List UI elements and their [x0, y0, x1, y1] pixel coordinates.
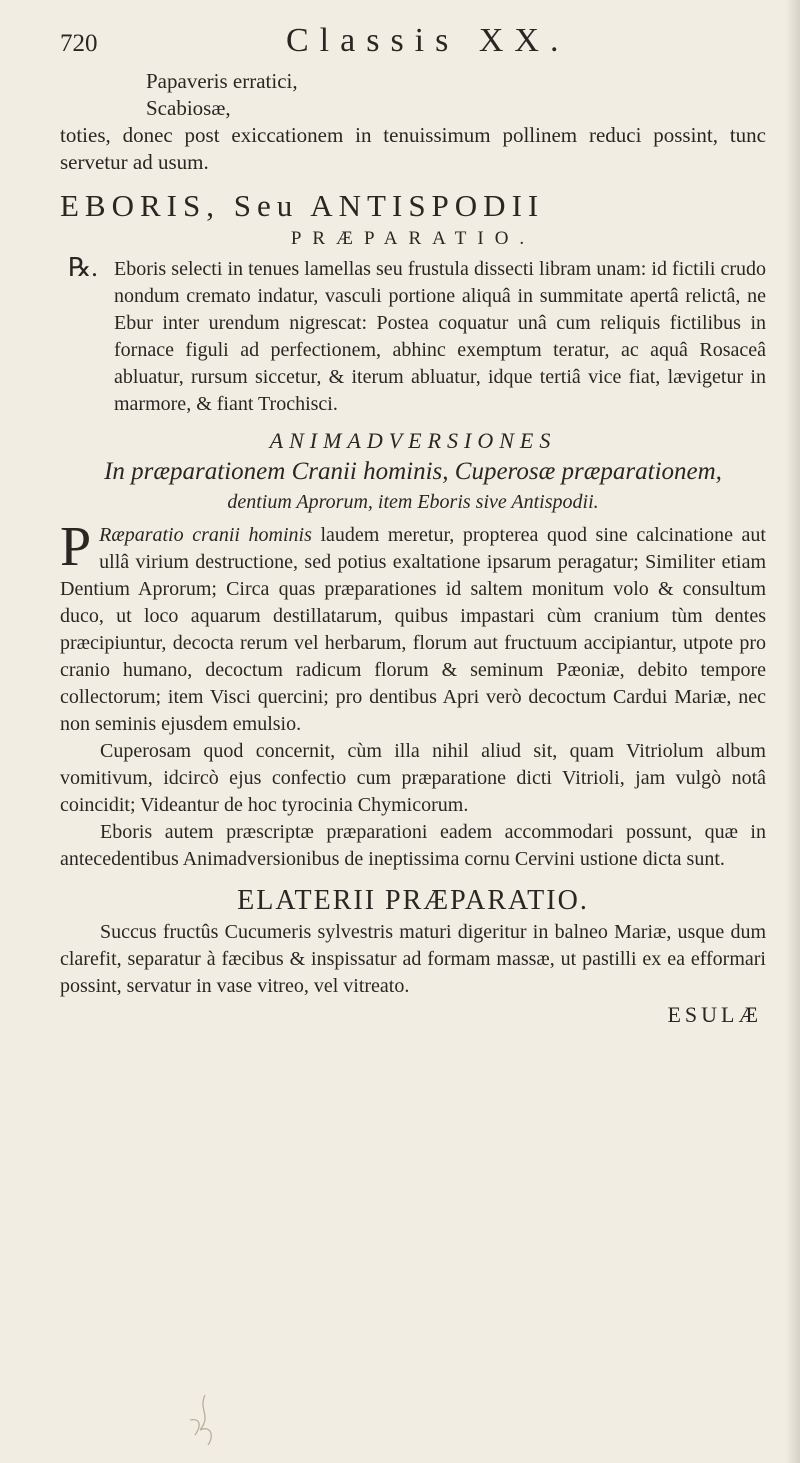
ingredient-line: Papaveris erratici, — [146, 69, 298, 93]
running-head: Classis XX. — [286, 22, 570, 59]
animadversiones-heading: ANIMADVERSIONES — [269, 428, 557, 453]
elaterii-paragraph: Succus fructûs Cucumeris sylvestris maturi digeritur in balneo Mariæ, usque dum clarefit, separatur à fæcibus & inspissatur ad formam massæ, ut pastilli ex ea efformari possint, servatur in vase vitreo, vel vitreato. — [60, 921, 766, 997]
ingredient-line: Scabiosæ, — [146, 96, 231, 120]
intro-paragraph: toties, donec post exiccationem in tenuissimum pollinem reduci possint, tunc servetur ad usum. — [60, 123, 766, 174]
animadversiones-subtitle-1: In præparationem Cranii hominis, Cuperosæ præparationem, — [104, 458, 722, 485]
eboris-heading: EBORIS, Seu ANTISPODII — [60, 188, 545, 223]
eboris-recipe-text: Eboris selecti in tenues lamellas seu frustula dissecti libram unam: id fictili crudo nondum cremato indatur, vasculi portione aliquâ in summitate apertâ relictâ, ne Ebur inter urendum nigrescat: Postea coquatur unâ cum reliquis fictilibus in fornace figuli ad perfectionem, abhinc exemptum teratur, ac aquâ Rosaceâ abluatur, rursum siccetur, & iterum abluatur, idque tertiâ vice fiat, lævigetur in marmore, & fiant Trochisci. — [114, 258, 766, 415]
animadversiones-paragraph-3: Eboris autem præscriptæ præparationi eadem accommodari possunt, quæ in antecedentibus Animadversionibus de ineptissima cornu Cervini ustione dicta sunt. — [60, 821, 766, 870]
recipe-symbol: ℞. — [68, 253, 98, 282]
eboris-subheading: PRÆPARATIO. — [290, 228, 536, 249]
page-number: 720 — [60, 30, 98, 57]
animadversiones-paragraph-2: Cuperosam quod concernit, cùm illa nihil aliud sit, quam Vitriolum album vomitivum, idcircò ejus confectio cum præparatione dicti Vitrioli, jam vulgò notâ coincidit; Videantur de hoc tyrocinia Chymicorum. — [60, 740, 766, 816]
page-edge-shadow — [786, 0, 800, 1463]
page-header — [60, 22, 766, 68]
animadversiones-paragraph-1 — [60, 516, 766, 738]
animadversiones-subtitle-2: dentium Aprorum, item Eboris sive Antispodii. — [227, 491, 599, 513]
elaterii-heading: ELATERII PRÆPARATIO. — [237, 885, 589, 916]
eboris-recipe — [60, 253, 766, 418]
paragraph-opening: Ræparatio cranii hominis — [99, 524, 312, 546]
catchword: ESULÆ — [667, 1002, 762, 1027]
paragraph-body: laudem meretur, propterea quod sine calcinatione aut ullâ virium destructione, sed potius exaltatione ipsarum peragatur; Similiter etiam Dentium Aprorum; Circa quas præparationes id saltem monitum volo & consultum duco, ut loco aquarum destillatarum, quibus impastari cùm cranium tùm dentes præcipiuntur, decocta rerum vel herbarum, florum aut fructuum accipiantur, utpote pro cranio humano, decoctum radicum florum & seminum Pæoniæ, debito tempore collectorum; item Visci quercini; pro dentibus Apri verò decoctum Cardui Mariæ, nec non seminis ejusdem emulsio. — [60, 524, 766, 735]
drop-cap: P — [60, 516, 92, 578]
decorative-flourish-icon — [170, 1390, 240, 1450]
